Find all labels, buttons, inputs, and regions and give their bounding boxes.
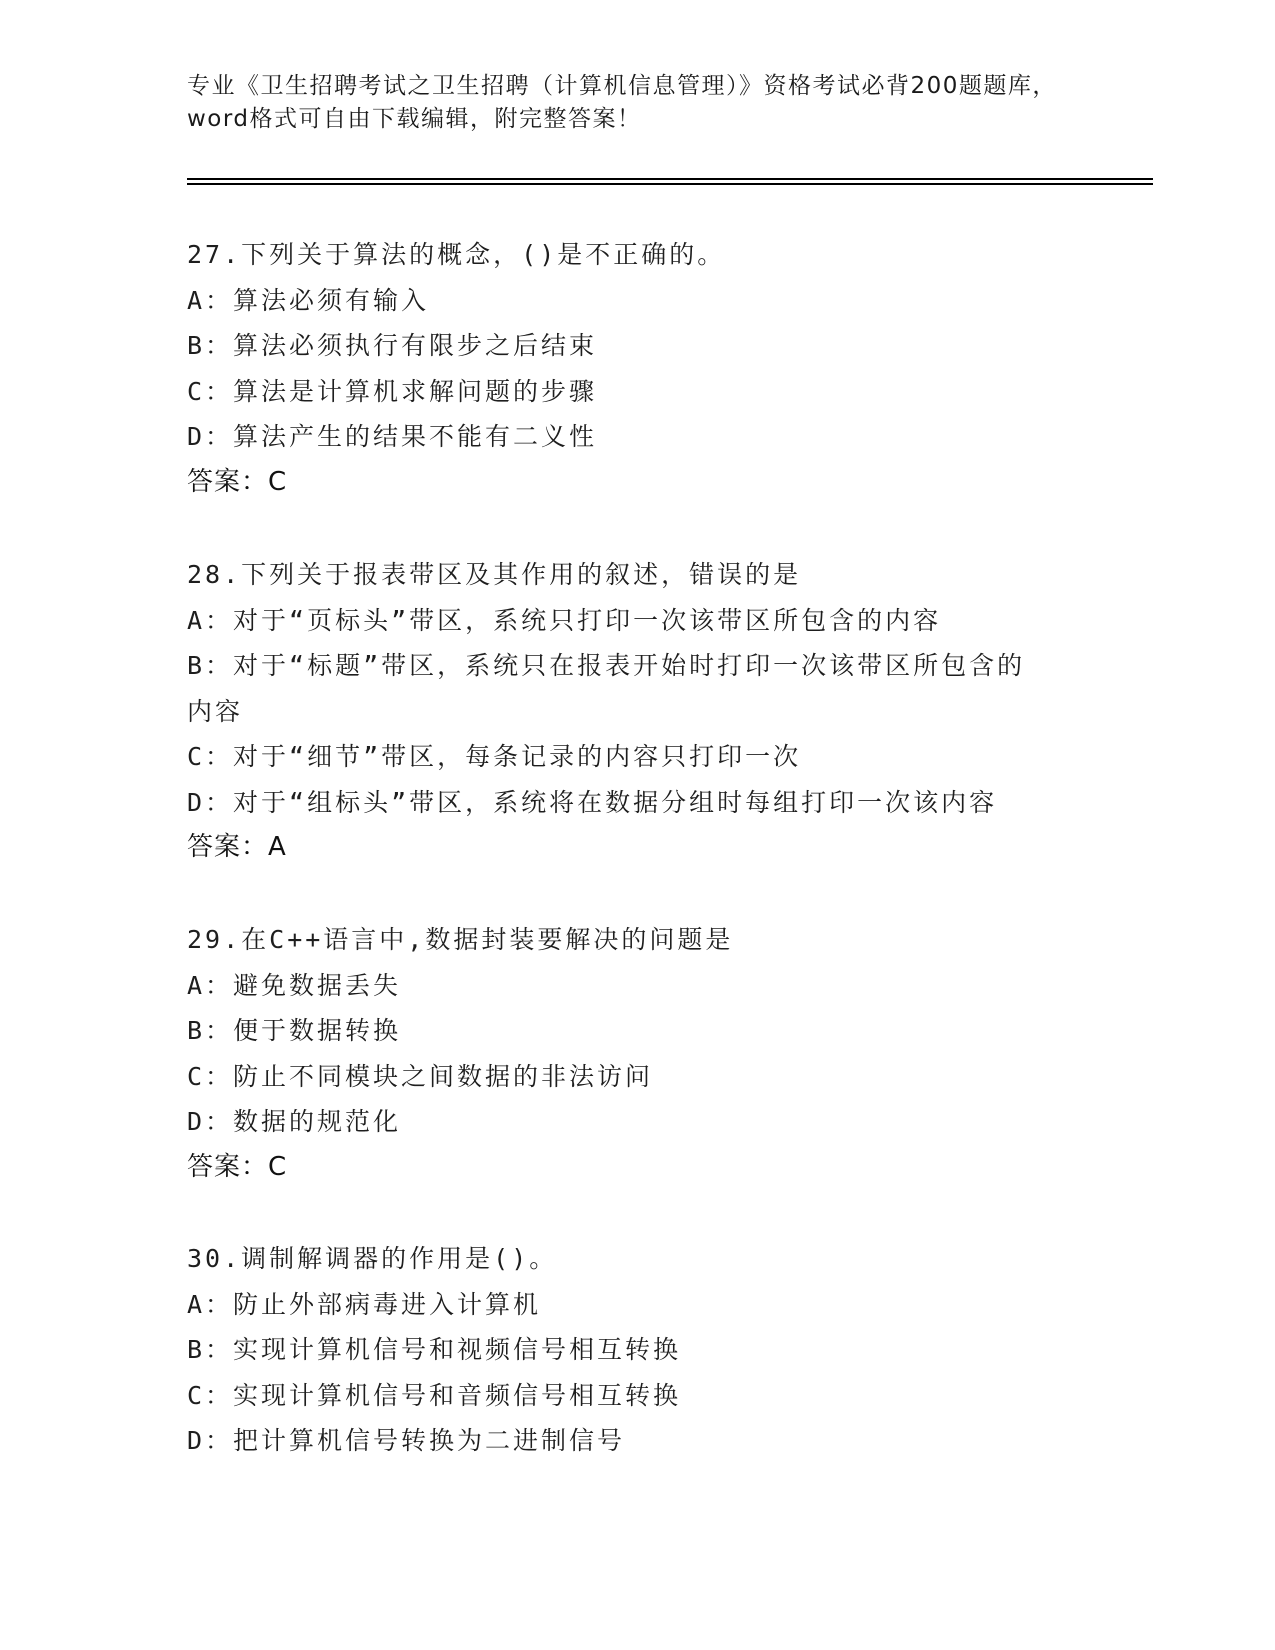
option-c: C：防止不同模块之间数据的非法访问: [187, 1061, 654, 1091]
header-title-line-2: word格式可自由下载编辑，附完整答案！: [187, 106, 642, 132]
answer-line: 答案：A: [187, 832, 287, 862]
question-stem: 30.调制解调器的作用是()。: [187, 1244, 558, 1273]
question-30: [187, 1236, 1087, 1464]
option-d: D：把计算机信号转换为二进制信号: [187, 1426, 626, 1455]
option-b: B：实现计算机信号和视频信号相互转换: [187, 1335, 682, 1364]
header-title-line-1: 专业《卫生招聘考试之卫生招聘（计算机信息管理）》资格考试必背200题题库，: [187, 73, 1057, 99]
question-stem: 28.下列关于报表带区及其作用的叙述，错误的是: [187, 560, 802, 589]
document-header: [187, 70, 1087, 136]
option-a: A：避免数据丢失: [187, 970, 402, 1000]
option-d: D：数据的规范化: [187, 1107, 402, 1136]
question-29: [187, 917, 1087, 1190]
option-b: B：对于“标题”带区，系统只在报表开始时打印一次该带区所包含的: [187, 651, 1026, 680]
option-c: C：实现计算机信号和音频信号相互转换: [187, 1380, 682, 1410]
option-a: A：对于“页标头”带区，系统只打印一次该带区所包含的内容: [187, 605, 942, 635]
option-b: B：便于数据转换: [187, 1016, 402, 1045]
option-b: B：算法必须执行有限步之后结束: [187, 331, 598, 360]
header-divider-top: [187, 178, 1153, 180]
option-d: D：对于“组标头”带区，系统将在数据分组时每组打印一次该内容: [187, 787, 998, 817]
question-28: [187, 552, 1087, 871]
option-b-continued: 内容: [187, 696, 244, 726]
option-a: A：算法必须有输入: [187, 285, 430, 315]
option-c: C：对于“细节”带区，每条记录的内容只打印一次: [187, 742, 802, 771]
question-27: [187, 232, 1087, 505]
header-divider-bottom: [187, 183, 1153, 185]
option-c: C：算法是计算机求解问题的步骤: [187, 376, 598, 406]
question-stem: 29.在C++语言中,数据封装要解决的问题是: [187, 925, 734, 954]
answer-line: 答案：C: [187, 1151, 288, 1182]
answer-line: 答案：C: [187, 466, 288, 497]
question-stem: 27.下列关于算法的概念，()是不正确的。: [187, 240, 726, 269]
option-d: D：算法产生的结果不能有二义性: [187, 422, 598, 451]
option-a: A：防止外部病毒进入计算机: [187, 1289, 542, 1319]
